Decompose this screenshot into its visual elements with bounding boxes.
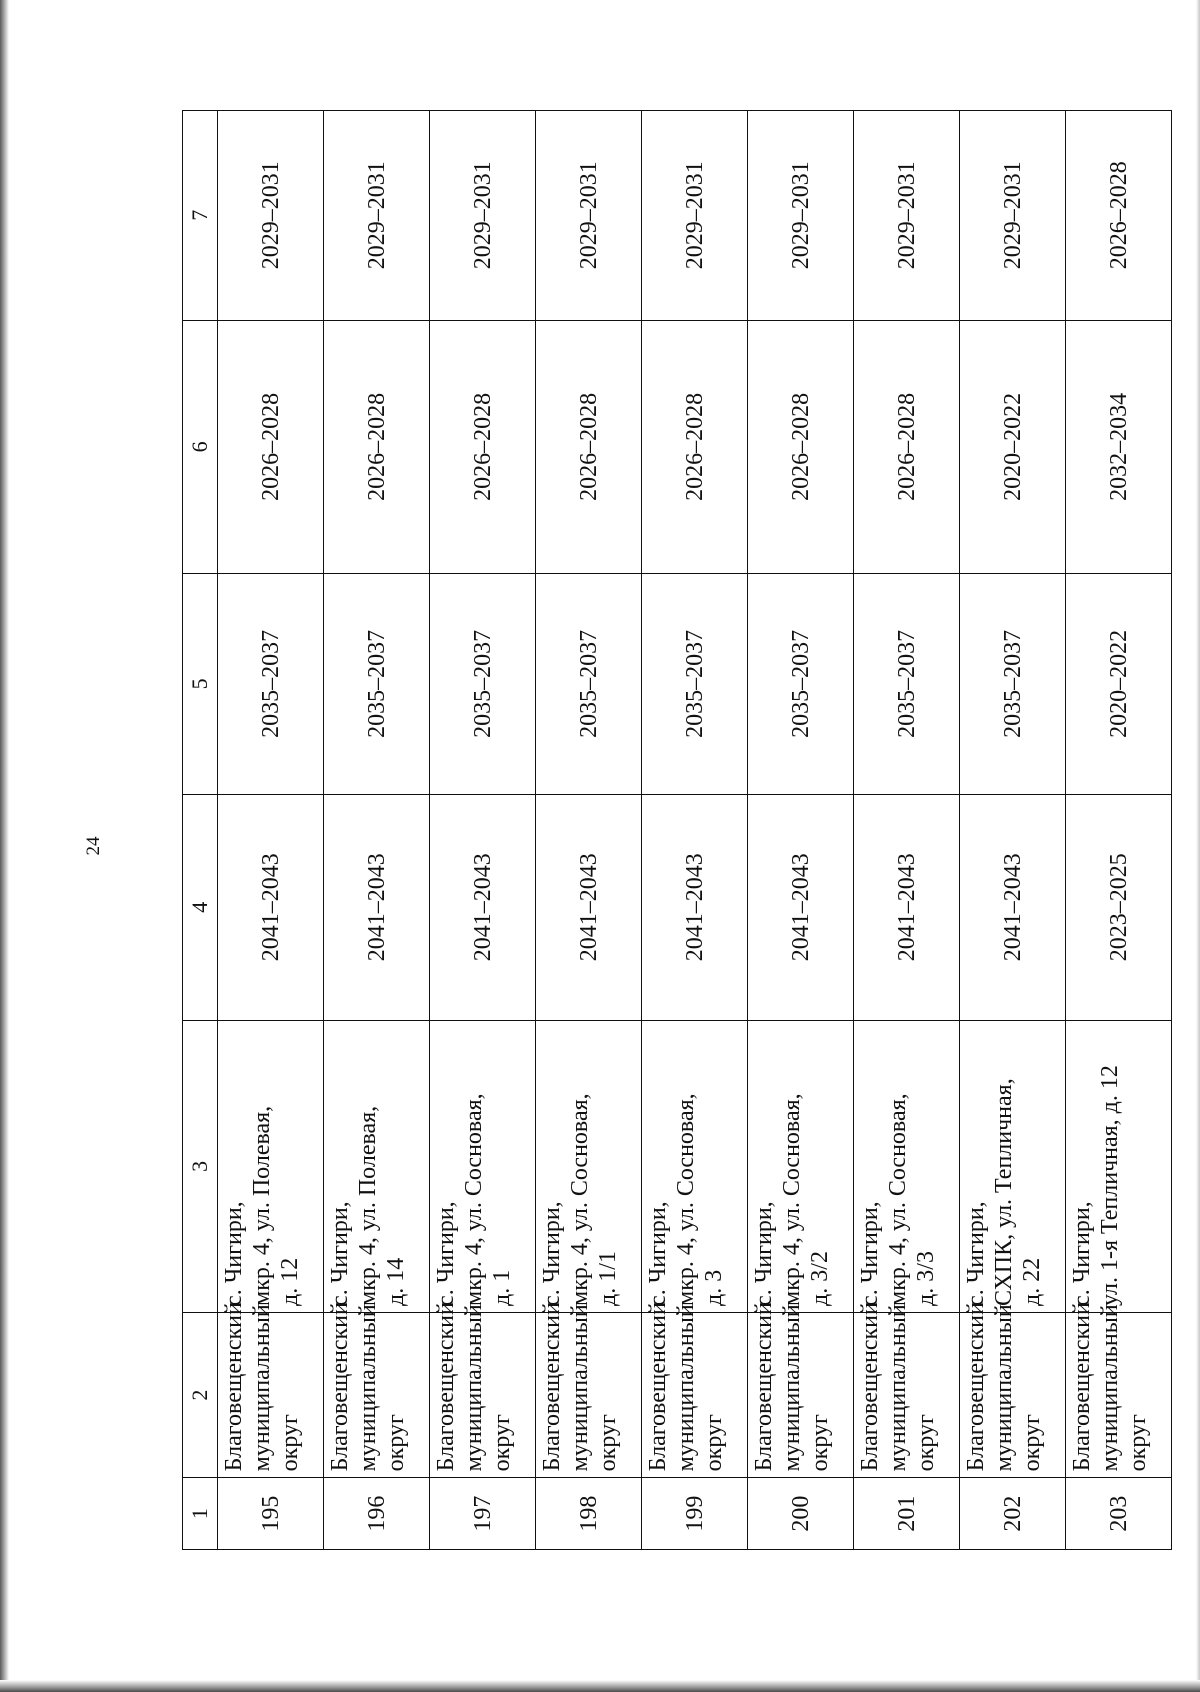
- table-row: [854, 111, 960, 1550]
- district-cell: Благовещенский муниципальный округ: [642, 1312, 748, 1477]
- address-line: д. 14: [383, 1257, 409, 1306]
- column-number: 3: [183, 1020, 218, 1312]
- address-line: мкр. 4, ул. Сосновая,: [673, 1093, 699, 1306]
- address-line: мкр. 4, ул. Сосновая,: [779, 1093, 805, 1306]
- row-number-cell: 201: [854, 1478, 960, 1550]
- column-number: 6: [183, 320, 218, 574]
- address-line: д. 12: [277, 1257, 303, 1306]
- address-line: мкр. 4, ул. Сосновая,: [885, 1093, 911, 1306]
- period-cell-col7: 2029–2031: [430, 111, 536, 321]
- period-cell-col4: 2041–2043: [536, 794, 642, 1020]
- scan-edge-bottom: [0, 1680, 1200, 1692]
- page-number: 24: [83, 836, 104, 856]
- period-cell-col4: 2041–2043: [324, 794, 430, 1020]
- period-cell-col5: 2035–2037: [748, 574, 854, 795]
- period-cell-col7: 2029–2031: [960, 111, 1066, 321]
- column-number-row: [183, 111, 218, 1550]
- address-line: с. Чигири,: [221, 1201, 247, 1306]
- period-cell-col7: 2026–2028: [1066, 111, 1172, 321]
- period-cell-col6: 2026–2028: [218, 320, 324, 574]
- period-cell-col7: 2029–2031: [218, 111, 324, 321]
- address-line: д. 22: [1019, 1257, 1045, 1306]
- address-line: с. Чигири,: [963, 1201, 989, 1306]
- address-cell: [536, 1020, 642, 1312]
- period-cell-col7: 2029–2031: [536, 111, 642, 321]
- period-cell-col4: 2023–2025: [1066, 794, 1172, 1020]
- period-cell-col4: 2041–2043: [748, 794, 854, 1020]
- district-cell: Благовещенский муниципальный округ: [324, 1312, 430, 1477]
- column-number: 5: [183, 574, 218, 795]
- schedule-table: [182, 110, 1172, 1550]
- period-cell-col6: 2026–2028: [430, 320, 536, 574]
- period-cell-col4: 2041–2043: [218, 794, 324, 1020]
- period-cell-col4: 2041–2043: [642, 794, 748, 1020]
- address-cell: [960, 1020, 1066, 1312]
- row-number-cell: 195: [218, 1478, 324, 1550]
- address-line: с. Чигири,: [751, 1201, 777, 1306]
- address-line: с. Чигири,: [857, 1201, 883, 1306]
- table-row: [218, 111, 324, 1550]
- address-line: д. 1: [489, 1269, 515, 1306]
- address-cell: [324, 1020, 430, 1312]
- period-cell-col5: 2020–2022: [1066, 574, 1172, 795]
- address-line: с. Чигири,: [645, 1201, 671, 1306]
- period-cell-col4: 2041–2043: [960, 794, 1066, 1020]
- district-cell: Благовещенский муниципальный округ: [1066, 1312, 1172, 1477]
- period-cell-col7: 2029–2031: [854, 111, 960, 321]
- period-cell-col4: 2041–2043: [430, 794, 536, 1020]
- district-cell: Благовещенский муниципальный округ: [748, 1312, 854, 1477]
- row-number-cell: 203: [1066, 1478, 1172, 1550]
- address-line: мкр. 4, ул. Сосновая,: [461, 1093, 487, 1306]
- column-number: 7: [183, 111, 218, 321]
- column-number: 1: [183, 1478, 218, 1550]
- address-line: мкр. 4, ул. Сосновая,: [567, 1093, 593, 1306]
- row-number-cell: 200: [748, 1478, 854, 1550]
- address-line: д. 3/3: [913, 1251, 939, 1306]
- table-body: [218, 111, 1172, 1550]
- period-cell-col6: 2026–2028: [854, 320, 960, 574]
- period-cell-col5: 2035–2037: [536, 574, 642, 795]
- scan-edge-left: [0, 0, 9, 1692]
- table-row: [748, 111, 854, 1550]
- period-cell-col6: 2032–2034: [1066, 320, 1172, 574]
- table-row: [1066, 111, 1172, 1550]
- period-cell-col6: 2026–2028: [324, 320, 430, 574]
- period-cell-col6: 2026–2028: [748, 320, 854, 574]
- address-line: с. Чигири,: [433, 1201, 459, 1306]
- period-cell-col6: 2020–2022: [960, 320, 1066, 574]
- row-number-cell: 196: [324, 1478, 430, 1550]
- period-cell-col5: 2035–2037: [854, 574, 960, 795]
- column-number: 4: [183, 794, 218, 1020]
- district-cell: Благовещенский муниципальный округ: [218, 1312, 324, 1477]
- table-row: [430, 111, 536, 1550]
- period-cell-col5: 2035–2037: [324, 574, 430, 795]
- period-cell-col5: 2035–2037: [642, 574, 748, 795]
- address-line: д. 3/2: [807, 1251, 833, 1306]
- period-cell-col4: 2041–2043: [854, 794, 960, 1020]
- period-cell-col7: 2029–2031: [642, 111, 748, 321]
- period-cell-col5: 2035–2037: [960, 574, 1066, 795]
- address-line: с. Чигири,: [539, 1201, 565, 1306]
- address-cell: [218, 1020, 324, 1312]
- period-cell-col6: 2026–2028: [536, 320, 642, 574]
- table-row: [536, 111, 642, 1550]
- row-number-cell: 198: [536, 1478, 642, 1550]
- address-line: СХПК, ул. Тепличная,: [991, 1078, 1017, 1306]
- address-cell: [430, 1020, 536, 1312]
- table-row: [324, 111, 430, 1550]
- table-row: [960, 111, 1066, 1550]
- address-line: ул. 1-я Тепличная, д. 12: [1097, 1065, 1123, 1306]
- address-cell: [748, 1020, 854, 1312]
- district-cell: Благовещенский муниципальный округ: [960, 1312, 1066, 1477]
- scan-edge-right: [1196, 0, 1200, 1692]
- table-row: [642, 111, 748, 1550]
- district-cell: Благовещенский муниципальный округ: [430, 1312, 536, 1477]
- address-cell: [642, 1020, 748, 1312]
- district-cell: Благовещенский муниципальный округ: [854, 1312, 960, 1477]
- address-line: д. 3: [701, 1269, 727, 1306]
- period-cell-col5: 2035–2037: [430, 574, 536, 795]
- address-line: мкр. 4, ул. Полевая,: [355, 1105, 381, 1306]
- column-number: 2: [183, 1312, 218, 1477]
- address-line: д. 1/1: [595, 1251, 621, 1306]
- address-cell: [1066, 1020, 1172, 1312]
- address-line: с. Чигири,: [1069, 1201, 1095, 1306]
- address-line: с. Чигири,: [327, 1201, 353, 1306]
- row-number-cell: 202: [960, 1478, 1066, 1550]
- period-cell-col7: 2029–2031: [324, 111, 430, 321]
- district-cell: Благовещенский муниципальный округ: [536, 1312, 642, 1477]
- period-cell-col7: 2029–2031: [748, 111, 854, 321]
- period-cell-col6: 2026–2028: [642, 320, 748, 574]
- address-line: мкр. 4, ул. Полевая,: [249, 1105, 275, 1306]
- row-number-cell: 199: [642, 1478, 748, 1550]
- row-number-cell: 197: [430, 1478, 536, 1550]
- address-cell: [854, 1020, 960, 1312]
- period-cell-col5: 2035–2037: [218, 574, 324, 795]
